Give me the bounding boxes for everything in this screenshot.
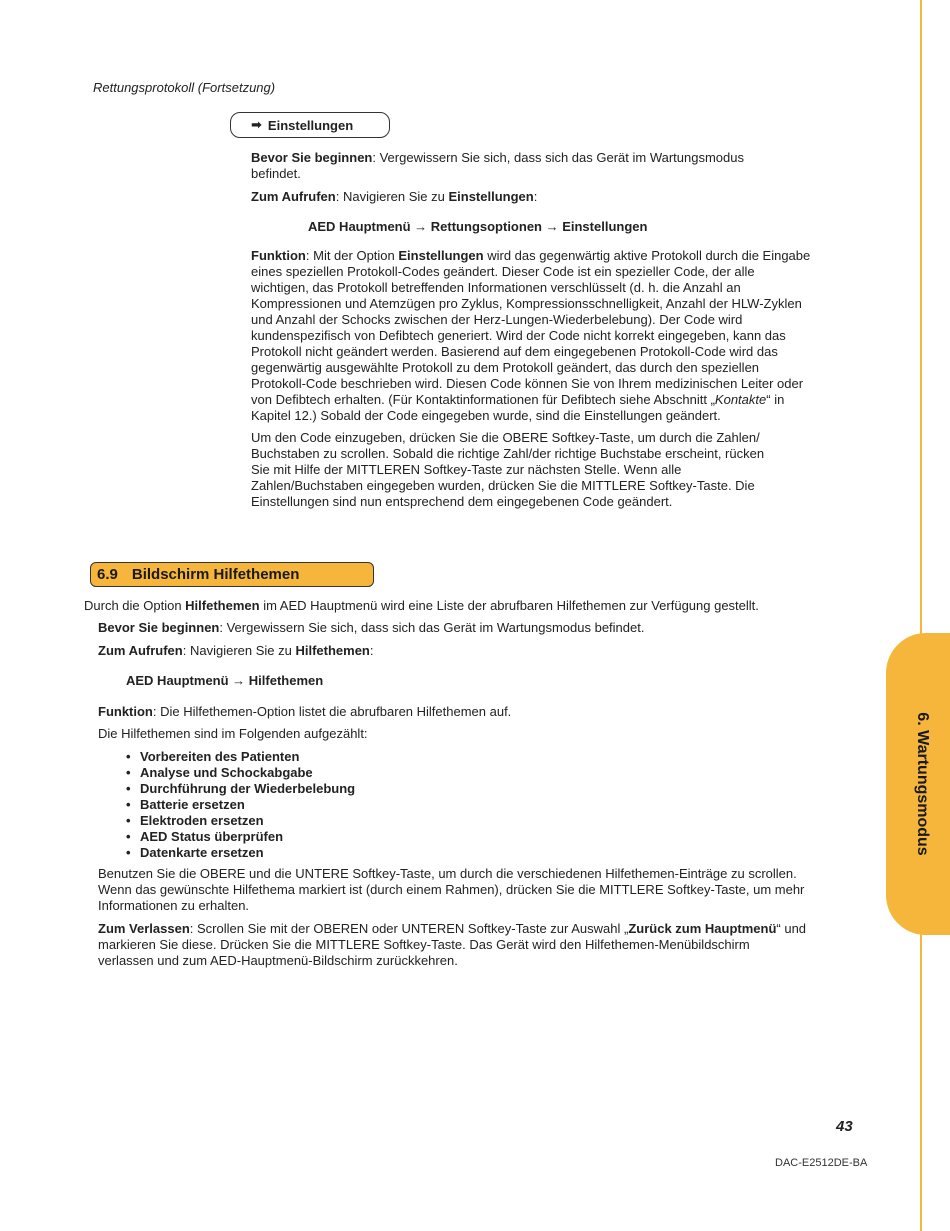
list-item: • Elektroden ersetzen bbox=[124, 813, 355, 829]
access-colon: : bbox=[369, 643, 374, 658]
section-function bbox=[98, 704, 798, 720]
section-intro bbox=[84, 598, 804, 614]
before-text: : Vergewissern Sie sich, dass sich das Gerät im Wartungsmodus befindet. bbox=[219, 620, 645, 635]
list-item: • AED Status überprüfen bbox=[124, 829, 355, 845]
page-number: 43 bbox=[836, 1118, 853, 1135]
section-access bbox=[98, 643, 798, 659]
exit-instructions bbox=[98, 921, 808, 969]
exit-text: : Scrollen Sie mit der OBEREN oder UNTEREN Softkey-Taste zur Auswahl „ bbox=[189, 921, 629, 936]
function-bold: Einstellungen bbox=[398, 248, 484, 263]
section-title: Bildschirm Hilfethemen bbox=[131, 566, 300, 583]
help-nav-path: AED Hauptmenü → Hilfethemen bbox=[126, 673, 324, 688]
before-label: Bevor Sie beginnen bbox=[98, 620, 220, 635]
continuation-header: Rettungsprotokoll (Fortsetzung) bbox=[93, 80, 276, 95]
settings-heading-box bbox=[230, 112, 390, 138]
exit-bold: Zurück zum Hauptmenü bbox=[628, 921, 777, 936]
exit-label: Zum Verlassen bbox=[98, 921, 190, 936]
settings-function bbox=[251, 248, 811, 424]
section-number: 6.9 bbox=[97, 566, 118, 583]
chapter-tab-label: 6. Wartungsmodus bbox=[914, 712, 931, 856]
settings-nav-path: AED Hauptmenü → Rettungsoptionen → Einstellungen bbox=[308, 219, 648, 234]
access-text: : Navigieren Sie zu bbox=[182, 643, 296, 658]
before-label: Bevor Sie beginnen bbox=[251, 150, 373, 165]
chapter-tab bbox=[886, 633, 950, 935]
section-before bbox=[98, 620, 798, 636]
function-label: Funktion bbox=[98, 704, 153, 719]
list-item: • Batterie ersetzen bbox=[124, 797, 355, 813]
settings-before bbox=[251, 150, 781, 182]
settings-access bbox=[251, 189, 781, 205]
document-code: DAC-E2512DE-BA bbox=[775, 1157, 868, 1169]
access-colon: : bbox=[533, 189, 538, 204]
function-text: : Die Hilfethemen-Option listet die abrufbaren Hilfethemen auf. bbox=[152, 704, 512, 719]
access-label: Zum Aufrufen bbox=[251, 189, 336, 204]
function-text: : Mit der Option bbox=[305, 248, 399, 263]
arrow-right-icon: ➡ bbox=[251, 117, 262, 132]
access-target: Hilfethemen bbox=[295, 643, 370, 658]
function-text-cont: wird das gegenwärtig aktive Protokoll durch die Eingabe eines speziellen Protokoll-Codes geändert. Dieser Code ist ein spezieller Code, der alle wichtigen, das Protokoll betreffenden Informationen verschlüsselt (d. h. die Anzahl an Kompressionen und Atemzügen pro Zyklus, Kompressionsschnelligkeit, Anzahl der HLW-Zyklen und Anzahl der Schocks zwischen der Herz-Lungen-Wiederbelebung). Der Code wird kundenspezifisch von Defibtech generiert. Wird der Code nicht korrekt eingegeben, kann das Protokoll nicht geändert werden. Basierend auf dem eingegebenen Protokoll-Code wird das gegenwärtig ausgewählte Protokoll zu dem Protokoll geändert, das durch den speziellen Protokoll-Code beschrieben wird. Diesen Code können Sie von Ihrem medizinischen Leiter oder von Defibtech erhalten. (Für Kontaktinformationen für Defibtech siehe Abschnitt „ bbox=[251, 248, 811, 407]
exit-text-end: “ und markieren Sie diese. Drücken Sie die MITTLERE Softkey-Taste. Das Gerät wird den Hilfethemen-Menübildschirm verlassen und zum AED-Hauptmenü-Bildschirm zurückkehren. bbox=[98, 921, 807, 968]
function-text-end: “ in Kapitel 12.) Sobald der Code eingegeben wurde, sind die Einstellungen geändert. bbox=[251, 392, 785, 423]
before-text: : Vergewissern Sie sich, dass sich das Gerät im Wartungsmodus befindet. bbox=[251, 150, 744, 181]
section-heading bbox=[90, 562, 374, 587]
list-item: • Vorbereiten des Patienten bbox=[124, 749, 355, 765]
settings-heading-label: Einstellungen bbox=[267, 117, 354, 133]
list-item: • Datenkarte ersetzen bbox=[124, 845, 355, 861]
intro-text: Durch die Option bbox=[84, 598, 186, 613]
topics-intro: Die Hilfethemen sind im Folgenden aufgezählt: bbox=[98, 726, 368, 741]
help-topics-list bbox=[124, 749, 355, 861]
access-label: Zum Aufrufen bbox=[98, 643, 183, 658]
margin-rule bbox=[920, 0, 922, 1231]
intro-text-end: im AED Hauptmenü wird eine Liste der abrufbaren Hilfethemen zur Verfügung gestellt. bbox=[259, 598, 759, 613]
settings-entry-instructions: Um den Code einzugeben, drücken Sie die OBERE Softkey-Taste, um durch die Zahlen/ Buchstaben zu scrollen. Sobald die richtige Zahl/der richtige Buchstabe erscheint, rücken Sie mit Hilfe der MITTLEREN Softkey-Taste zur nächsten Stelle. Wenn alle Zahlen/Buchstaben eingegeben wurden, drücken Sie die MITTLERE Softkey-Taste. Die Einstellungen sind nun entsprechend dem eingegebenen Code geändert. bbox=[251, 430, 765, 509]
access-text: : Navigieren Sie zu bbox=[335, 189, 449, 204]
list-item: • Analyse und Schockabgabe bbox=[124, 765, 355, 781]
function-label: Funktion bbox=[251, 248, 306, 263]
access-target: Einstellungen bbox=[448, 189, 534, 204]
intro-bold: Hilfethemen bbox=[185, 598, 260, 613]
usage-instructions: Benutzen Sie die OBERE und die UNTERE Softkey-Taste, um durch die verschiedenen Hilfethemen-Einträge zu scrollen. Wenn das gewünschte Hilfethema markiert ist (durch einem Rahmen), drücken Sie die MITTLERE Softkey-Taste, um mehr Informationen zu erhalten. bbox=[98, 866, 805, 913]
list-item: • Durchführung der Wiederbelebung bbox=[124, 781, 355, 797]
contacts-ref: Kontakte bbox=[714, 392, 767, 407]
